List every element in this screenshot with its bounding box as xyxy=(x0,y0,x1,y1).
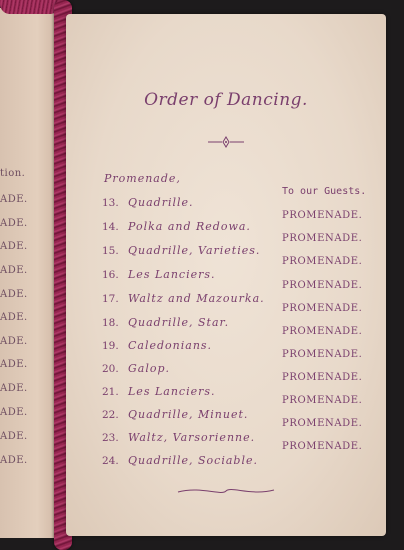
promenade-entry: PROMENADE. xyxy=(282,326,363,337)
dance-row xyxy=(102,454,258,467)
left-page-row: ADE. xyxy=(0,312,28,323)
dance-row xyxy=(102,292,265,305)
dance-name: Quadrille, Sociable. xyxy=(128,454,258,467)
cord-top xyxy=(0,0,60,14)
left-page-row: tion. xyxy=(0,168,26,179)
dance-name: Quadrille, Varieties. xyxy=(128,244,261,257)
promenade-entry: PROMENADE. xyxy=(282,349,363,360)
left-page-row: ADE. xyxy=(0,359,28,370)
left-page-row: ADE. xyxy=(0,455,28,466)
dance-name: Les Lanciers. xyxy=(128,268,216,281)
dance-name: Waltz, Varsorienne. xyxy=(128,431,256,444)
left-page-row: ADE. xyxy=(0,407,28,418)
promenade-entry: PROMENADE. xyxy=(282,210,363,221)
dance-row xyxy=(102,385,216,398)
dance-name: Polka and Redowa. xyxy=(128,220,251,233)
dance-number: 23. xyxy=(102,432,119,444)
left-page-row: ADE. xyxy=(0,265,28,276)
left-page-row: ADE. xyxy=(0,431,28,442)
promenade-entry: PROMENADE. xyxy=(282,395,363,406)
left-page-row: ADE. xyxy=(0,194,28,205)
dance-row xyxy=(102,268,216,281)
dance-row xyxy=(102,408,248,421)
dance-number: 18. xyxy=(102,317,119,329)
promenade-entry: PROMENADE. xyxy=(282,418,363,429)
promenade-entry: PROMENADE. xyxy=(282,372,363,383)
dance-row xyxy=(102,244,260,257)
dance-row xyxy=(102,316,229,329)
card-title: Order of Dancing. xyxy=(144,90,308,110)
dance-name: Caledonians. xyxy=(128,339,213,352)
dance-name: Les Lanciers. xyxy=(128,385,216,398)
flourish-icon xyxy=(176,484,276,498)
dance-number: 17. xyxy=(102,293,119,305)
dance-number: 24. xyxy=(102,455,119,467)
dance-number: 16. xyxy=(102,269,119,281)
left-page-row: ADE. xyxy=(0,383,28,394)
dance-name: Quadrille, Star. xyxy=(128,316,230,329)
dance-name: Quadrille, Minuet. xyxy=(128,408,249,421)
promenade-heading: Promenade, xyxy=(104,172,181,185)
left-page-row: ADE. xyxy=(0,336,28,347)
promenade-entry: PROMENADE. xyxy=(282,303,363,314)
dance-name: Galop. xyxy=(128,362,171,375)
dance-row xyxy=(102,196,194,209)
promenade-entry: PROMENADE. xyxy=(282,441,363,452)
left-page xyxy=(0,8,62,538)
dance-row xyxy=(102,431,255,444)
dance-row xyxy=(102,362,170,375)
dance-number: 13. xyxy=(102,197,119,209)
promenade-entry: PROMENADE. xyxy=(282,233,363,244)
dance-number: 15. xyxy=(102,245,119,257)
dance-number: 21. xyxy=(102,386,119,398)
dance-number: 22. xyxy=(102,409,119,421)
left-page-row: ADE. xyxy=(0,218,28,229)
dance-name: Waltz and Mazourka. xyxy=(128,292,265,305)
guests-label: To our Guests. xyxy=(282,186,367,197)
left-page-row: ADE. xyxy=(0,241,28,252)
dance-number: 19. xyxy=(102,340,119,352)
dance-number: 20. xyxy=(102,363,119,375)
dance-row xyxy=(102,220,251,233)
ornament-icon xyxy=(206,136,246,148)
dance-card xyxy=(66,14,386,536)
dance-number: 14. xyxy=(102,221,119,233)
promenade-entry: PROMENADE. xyxy=(282,256,363,267)
promenade-entry: PROMENADE. xyxy=(282,280,363,291)
dance-row xyxy=(102,339,212,352)
left-page-row: ADE. xyxy=(0,289,28,300)
dance-name: Quadrille. xyxy=(128,196,194,209)
